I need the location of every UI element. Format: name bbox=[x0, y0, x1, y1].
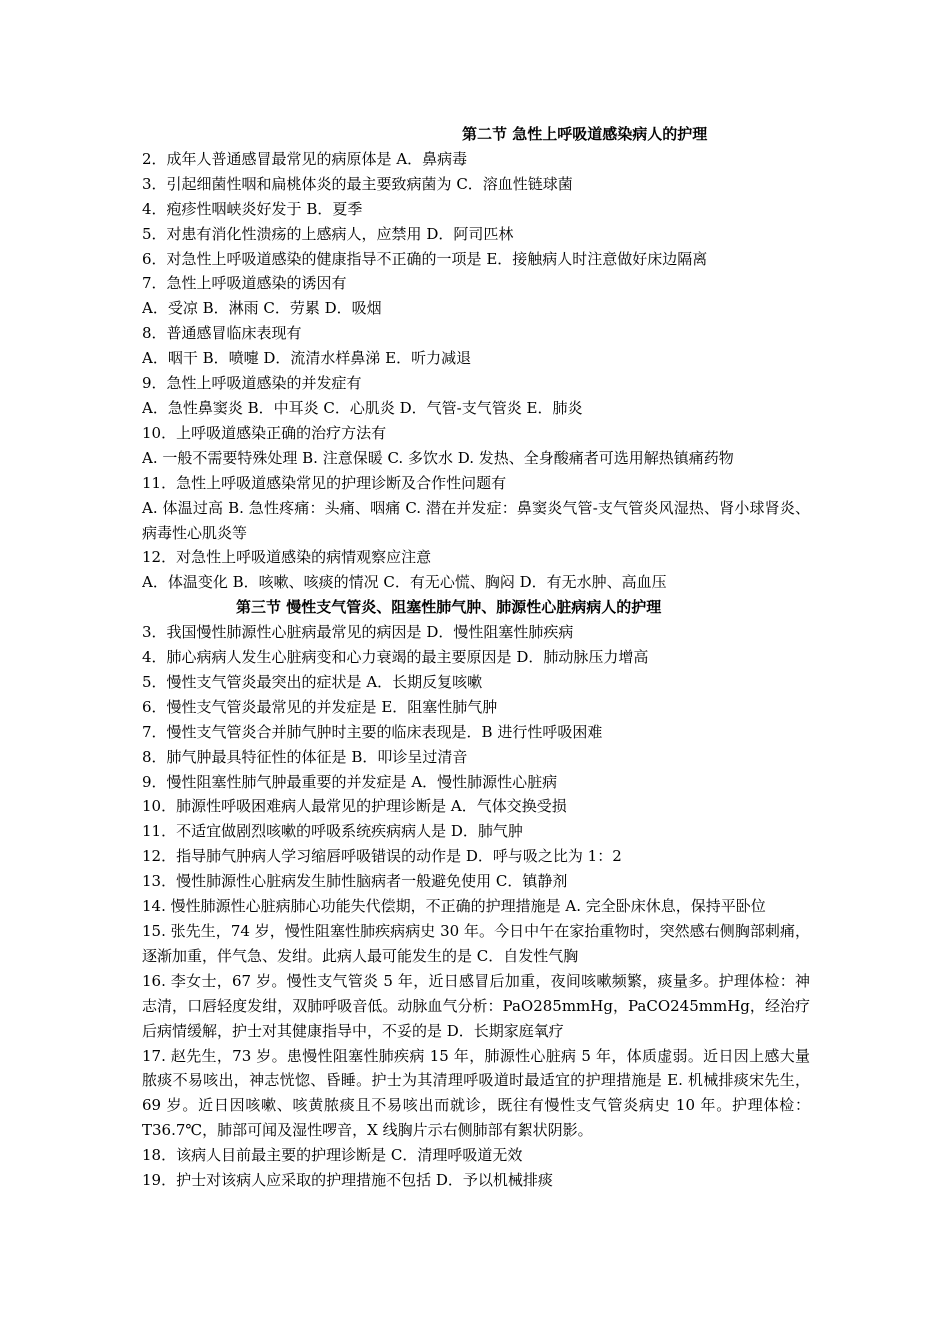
s3-paragraph: 17. 赵先生，73 岁。患慢性阻塞性肺疾病 15 年，肺源性心脏病 5 年，体质虚弱。近日因上感大量脓痰不易咳出，神志恍惚、昏睡。护士为其清理呼吸道时最适宜的护理措施是 E. 机械排痰宋先生，69 岁。近日因咳嗽、咳黄脓痰且不易咳出而就诊，既往有慢性支气管炎病史 10 年。护理体检：T36.7℃，肺部可闻及湿性啰音，X 线胸片示右侧肺部有絮状阴影。 bbox=[142, 1046, 810, 1140]
s2-line: 12．对急性上呼吸道感染的病情观察应注意 bbox=[142, 548, 432, 567]
s3-paragraph: 15. 张先生，74 岁，慢性阻塞性肺疾病病史 30 年。今日中午在家抬重物时，突然感右侧胸部刺痛，逐渐加重，伴气急、发绀。此病人最可能发生的是 C．自发性气胸 bbox=[142, 922, 810, 965]
document-body bbox=[142, 122, 810, 1193]
s3-paragraph: 14. 慢性肺源性心脏病肺心功能失代偿期，不正确的护理措施是 A. 完全卧床休息，保持平卧位 bbox=[142, 897, 766, 916]
s2-line: 6．对急性上呼吸道感染的健康指导不正确的一项是 E．接触病人时注意做好床边隔离 bbox=[142, 249, 708, 268]
s2-line: A. 一般不需要特殊处理 B. 注意保暖 C. 多饮水 D. 发热、全身酸痛者可选用解热镇痛药物 bbox=[142, 448, 734, 467]
s2-line: 3．引起细菌性咽和扁桃体炎的最主要致病菌为 C．溶血性链球菌 bbox=[142, 174, 573, 193]
s3-line: 10．肺源性呼吸困难病人最常见的护理诊断是 A．气体交换受损 bbox=[142, 797, 567, 816]
s2-line: A．体温变化 B．咳嗽、咳痰的情况 C．有无心慌、胸闷 D．有无水肿、高血压 bbox=[142, 573, 667, 592]
s3-line: 6．慢性支气管炎最常见的并发症是 E．阻塞性肺气肿 bbox=[142, 697, 498, 716]
s2-line: 7．急性上呼吸道感染的诱因有 bbox=[142, 274, 347, 293]
s2-line: 8．普通感冒临床表现有 bbox=[142, 324, 302, 343]
s3-line: 8．肺气肿最具特征性的体征是 B．叩诊呈过清音 bbox=[142, 747, 468, 766]
s2-line: A．急性鼻窦炎 B．中耳炎 C．心肌炎 D．气管-支气管炎 E．肺炎 bbox=[142, 398, 583, 417]
s3-line: 13．慢性肺源性心脏病发生肺性脑病者一般避免使用 C．镇静剂 bbox=[142, 872, 568, 891]
s3-line: 5．慢性支气管炎最突出的症状是 A．长期反复咳嗽 bbox=[142, 672, 483, 691]
s3-line: 7．慢性支气管炎合并肺气肿时主要的临床表现是．B 进行性呼吸困难 bbox=[142, 722, 603, 741]
s2-line: A．咽干 B．喷嚏 D．流清水样鼻涕 E．听力减退 bbox=[142, 349, 472, 368]
s2-line: 5．对患有消化性溃疡的上感病人，应禁用 D．阿司匹林 bbox=[142, 224, 514, 243]
s2-line: 11．急性上呼吸道感染常见的护理诊断及合作性问题有 bbox=[142, 473, 507, 492]
s2-line: A．受凉 B．淋雨 C．劳累 D．吸烟 bbox=[142, 299, 382, 318]
s2-paragraph: A. 体温过高 B. 急性疼痛：头痛、咽痛 C. 潜在并发症：鼻窦炎气管-支气管炎风湿热、肾小球肾炎、病毒性心肌炎等 bbox=[142, 498, 810, 542]
s3-line: 9．慢性阻塞性肺气肿最重要的并发症是 A．慢性肺源性心脏病 bbox=[142, 772, 558, 791]
s3-line: 18．该病人目前最主要的护理诊断是 C．清理呼吸道无效 bbox=[142, 1146, 523, 1165]
s2-line: 10．上呼吸道感染正确的治疗方法有 bbox=[142, 423, 387, 442]
s3-line: 4．肺心病病人发生心脏病变和心力衰竭的最主要原因是 D．肺动脉压力增高 bbox=[142, 648, 649, 667]
section-3-title: 第三节 慢性支气管炎、阻塞性肺气肿、肺源性心脏病病人的护理 bbox=[236, 598, 662, 617]
section-2-title: 第二节 急性上呼吸道感染病人的护理 bbox=[462, 125, 708, 143]
s2-line: 2．成年人普通感冒最常见的病原体是 A．鼻病毒 bbox=[142, 149, 468, 168]
s3-line: 3．我国慢性肺源性心脏病最常见的病因是 D．慢性阻塞性肺疾病 bbox=[142, 623, 574, 642]
s3-line: 11．不适宜做剧烈咳嗽的呼吸系统疾病病人是 D．肺气肿 bbox=[142, 822, 523, 841]
s2-line: 9．急性上呼吸道感染的并发症有 bbox=[142, 374, 362, 393]
s2-line: 4．疱疹性咽峡炎好发于 B．夏季 bbox=[142, 199, 363, 218]
s3-line: 19．护士对该病人应采取的护理措施不包括 D．予以机械排痰 bbox=[142, 1171, 553, 1190]
s3-line: 12．指导肺气肿病人学习缩唇呼吸错误的动作是 D．呼与吸之比为 1：2 bbox=[142, 847, 622, 866]
s3-paragraph: 16. 李女士，67 岁。慢性支气管炎 5 年，近日感冒后加重，夜间咳嗽频繁，痰量多。护理体检：神志清，口唇轻度发绀，双肺呼吸音低。动脉血气分析：PaO285mmHg，PaCO245mmHg，经治疗后病情缓解，护士对其健康指导中，不妥的是 D．长期家庭氧疗 bbox=[142, 971, 810, 1040]
